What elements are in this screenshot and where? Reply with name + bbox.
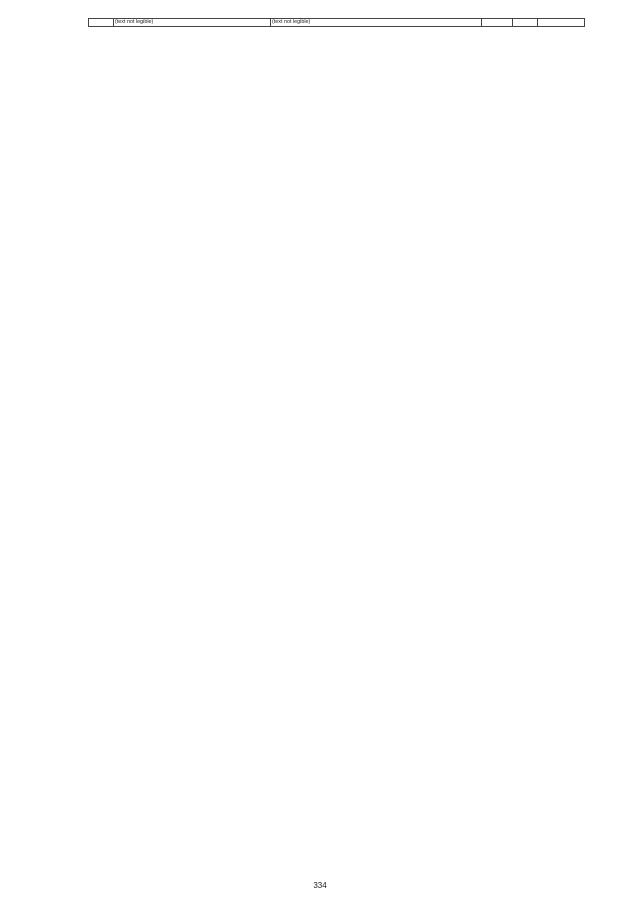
- table-cell-address: (text not legible): [114, 19, 271, 27]
- document-page: [88, 18, 566, 27]
- table-cell-term: [538, 19, 585, 27]
- table-cell-prev: [513, 19, 538, 27]
- repair-table-body: [89, 19, 585, 27]
- table-cell-work: (text not legible): [271, 19, 482, 27]
- repair-table: [88, 18, 585, 27]
- table-cell-n: [89, 19, 114, 27]
- table-cell-year: [482, 19, 513, 27]
- table-row: [89, 19, 585, 27]
- page-number: 334: [313, 881, 327, 890]
